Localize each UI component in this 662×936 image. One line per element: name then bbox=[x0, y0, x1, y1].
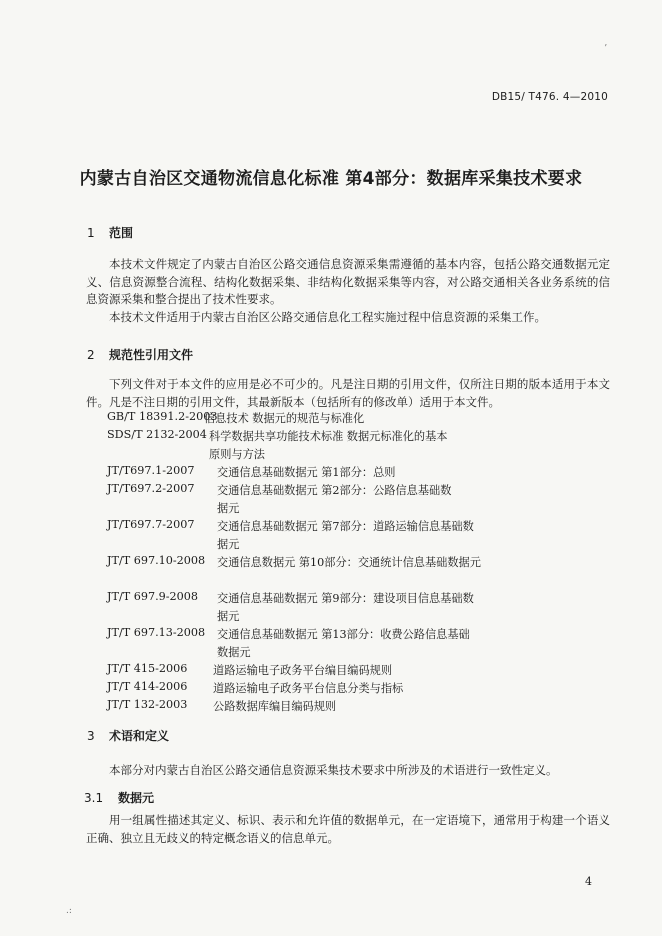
paragraph: 下列文件对于本文件的应用是必不可少的。凡是注日期的引用文件，仅所注日期的版本适用于本文件。凡是不注日期的引用文件，其最新版本（包括所有的修改单）适用于本文件。 bbox=[86, 377, 610, 409]
page-number: 4 bbox=[585, 875, 592, 888]
scan-speck: .: bbox=[66, 906, 72, 916]
section-title: 术语和定义 bbox=[109, 729, 170, 743]
section-heading-scope bbox=[87, 224, 133, 241]
standard-code: DB15/ T476. 4—2010 bbox=[491, 91, 608, 103]
section-title: 范围 bbox=[109, 226, 134, 240]
section-number: 3.1 bbox=[84, 791, 104, 805]
section-heading-normative-references bbox=[87, 346, 193, 363]
paragraph: 本部分对内蒙古自治区公路交通信息资源采集技术要求中所涉及的术语进行一致性定义。 bbox=[109, 763, 558, 777]
document-page: ʼ .: DB15/ T476. 4—2010 内蒙古自治区交通物流信息化标准 第4部分：数据库采集技术要求 1 范围 本技术文件规定了内蒙古自治区公路交通信息资源采集需遵循的基本内容，包括公路交通数据元定义、信息资源整合流程、结构化数据采集、非结构化数据采集等内容，对公路交通相关各业务系统的信息资源采集和整合提出了技术性要求。 本技术文件适用于内蒙古自治区公路交通信息化工程实施过程中信息资源的采集工作。 2 规范性引用文件 下列文件对于本文件的应用是必不可少的。凡是注日期的引用文件，仅所注日期的版本适用于本文件。凡是不注日期的引用文件，其最新版本（包括所有的修改单）适用于本文件。 GB/T 18391.2-2003 信息技术 数据元的规范与标准化 SDS/T 2132-2004 科学数据共享功能技术标准 数据元标准化的基本原则与方法 JT/T697.1-2007 交通信息基础数据元 第1部分：总则 JT/T697.2-2007 交通信息基础数据元 第2部分：公路信息基础数据元 JT/T697.7-2007 交通信息基础数据元 第7部分：道路运输信息基础数据元 JT/T 697.10-2008 交通信息数据元 第10部分：交通统计信息基础数据元 JT/T 697.9-2008 交通信息基础数据元 第9部分：建设项目信息基础数据元 JT/T 697.13-2008 交通信息基础数据元 第13部分：收费公路信息基础数据元 JT/T 415-2006 道路运输电子政务平台编目编码规则 JT/T 414-2006 道路运输电子政务平台信息分类与指标 JT/T 132-2003 公路数据库编目编码规则 3 术语和定义 本部分对内蒙古自治区公路交通信息资源采集技术要求中所涉及的术语进行一致性定义。 3.1 数据元 用一组属性描述其定义、标识、表示和允许值的数据单元，在一定语境下，通常用于构建一个语义正确、独立且无歧义的特定概念语义的信息单元。 4 bbox=[0, 0, 662, 936]
subsection-heading-data-element bbox=[84, 789, 154, 806]
paragraph: 本技术文件适用于内蒙古自治区公路交通信息化工程实施过程中信息资源的采集工作。 bbox=[109, 310, 546, 324]
paragraph: 本技术文件规定了内蒙古自治区公路交通信息资源采集需遵循的基本内容，包括公路交通数据元定义、信息资源整合流程、结构化数据采集、非结构化数据采集等内容，对公路交通相关各业务系统的信息资源采集和整合提出了技术性要求。 bbox=[86, 257, 610, 306]
section-heading-terms bbox=[87, 727, 169, 744]
section-number: 3 bbox=[87, 729, 95, 743]
document-title: 内蒙古自治区交通物流信息化标准 第4部分：数据库采集技术要求 bbox=[79, 169, 583, 189]
section-title: 数据元 bbox=[118, 791, 155, 805]
section-number: 2 bbox=[87, 348, 95, 362]
section-number: 1 bbox=[87, 226, 95, 240]
paragraph: 用一组属性描述其定义、标识、表示和允许值的数据单元，在一定语境下，通常用于构建一个语义正确、独立且无歧义的特定概念语义的信息单元。 bbox=[86, 813, 610, 845]
section-title: 规范性引用文件 bbox=[109, 348, 194, 362]
scan-speck: ʼ bbox=[604, 44, 607, 54]
